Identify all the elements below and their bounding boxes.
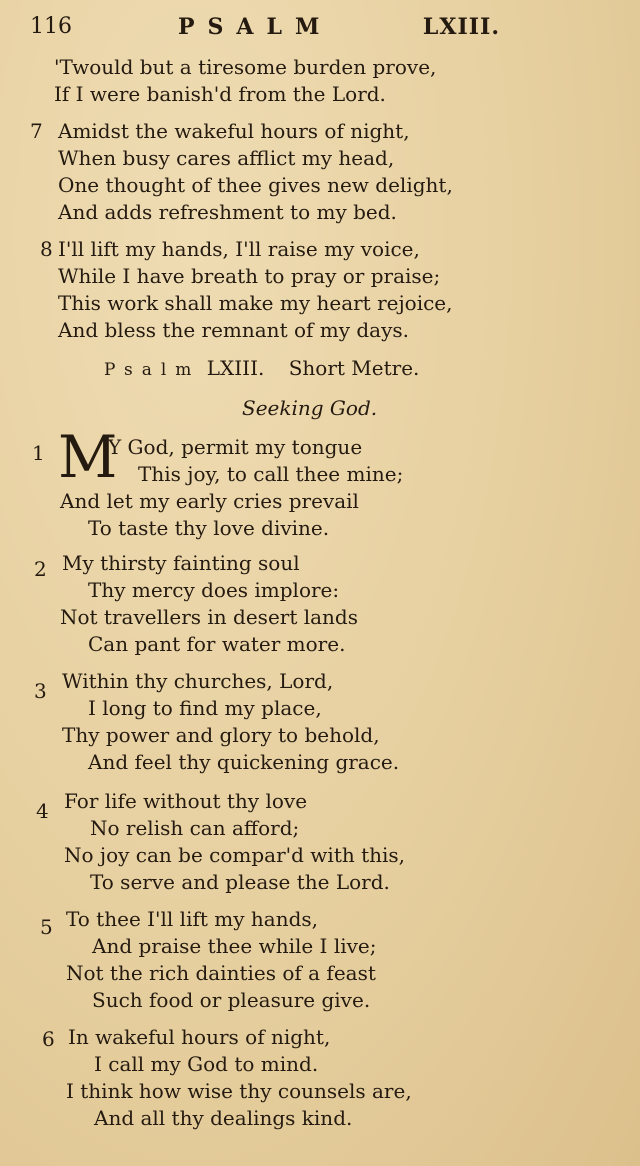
- page-number: 116: [30, 14, 72, 39]
- verse-line: Not the rich dainties of a feast: [66, 961, 376, 985]
- page-header: [30, 14, 500, 44]
- verse-number: 7: [30, 119, 43, 143]
- verse-line: When busy cares afflict my head,: [58, 146, 395, 170]
- verse-line: And praise thee while I live;: [92, 934, 377, 958]
- verse-line: I'll lift my hands, I'll raise my voice,: [58, 237, 420, 261]
- verse-number: 6: [42, 1027, 55, 1051]
- verse-number: 1: [32, 441, 45, 465]
- verse-line: My thirsty fainting soul: [62, 551, 300, 575]
- psalm-heading: [104, 356, 419, 380]
- verse-line: To taste thy love divine.: [88, 516, 330, 540]
- verse-line: I call my God to mind.: [94, 1052, 319, 1076]
- verse-number: 5: [40, 915, 53, 939]
- verse-line: In wakeful hours of night,: [68, 1025, 331, 1049]
- verse-line: For life without thy love: [64, 789, 308, 813]
- verse-line: This work shall make my heart rejoice,: [58, 291, 453, 315]
- psalm-meter: Short Metre.: [288, 356, 420, 380]
- verse-line: If I were banish'd from the Lord.: [54, 82, 386, 106]
- verse-line: And let my early cries prevail: [60, 489, 359, 513]
- psalm-heading-word: Psalm: [104, 360, 201, 380]
- psalm-subtitle: Seeking God.: [242, 396, 378, 420]
- verse-number: 2: [34, 557, 47, 581]
- running-title: PSALM: [178, 14, 333, 40]
- verse-line: Such food or pleasure give.: [92, 988, 371, 1012]
- verse-line: No relish can afford;: [90, 816, 300, 840]
- verse-line: To serve and please the Lord.: [90, 870, 390, 894]
- verse-line: Can pant for water more.: [88, 632, 346, 656]
- verse-number: 4: [36, 799, 49, 823]
- verse-line: 'Twould but a tiresome burden prove,: [54, 55, 437, 79]
- verse-line: This joy, to call thee mine;: [138, 462, 404, 486]
- verse-line: And all thy dealings kind.: [94, 1106, 353, 1130]
- verse-line: To thee I'll lift my hands,: [66, 907, 319, 931]
- verse-line: I think how wise thy counsels are,: [66, 1079, 412, 1103]
- verse-line: One thought of thee gives new delight,: [58, 173, 453, 197]
- verse-line: I long to find my place,: [88, 696, 322, 720]
- verse-line: No joy can be compar'd with this,: [64, 843, 406, 867]
- psalm-number: LXIII.: [422, 14, 500, 40]
- verse-line: And feel thy quickening grace.: [88, 750, 400, 774]
- drop-cap: M: [58, 423, 118, 491]
- verse-line: Within thy churches, Lord,: [62, 669, 334, 693]
- psalm-heading-number: LXIII.: [206, 356, 265, 380]
- verse-line: Thy power and glory to behold,: [62, 723, 380, 747]
- verse-number: 3: [34, 679, 47, 703]
- verse-line: And bless the remnant of my days.: [58, 318, 410, 342]
- verse-line: Amidst the wakeful hours of night,: [58, 119, 410, 143]
- verse-line: Not travellers in desert lands: [60, 605, 358, 629]
- verse-number: 8: [40, 237, 53, 261]
- verse-line: Thy mercy does implore:: [88, 578, 340, 602]
- verse-line: While I have breath to pray or praise;: [58, 264, 441, 288]
- verse-line: And adds refreshment to my bed.: [58, 200, 397, 224]
- verse-line: Y God, permit my tongue: [108, 435, 363, 459]
